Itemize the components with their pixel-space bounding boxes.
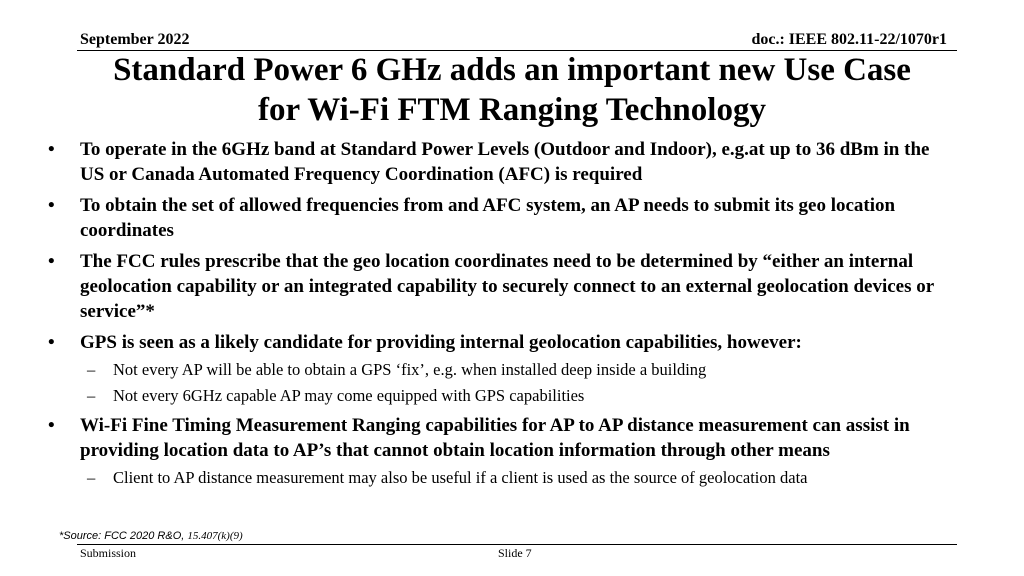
sub-bullet-item: [87, 385, 950, 407]
footer-submission: Submission: [80, 546, 137, 560]
bullet-text: To obtain the set of allowed frequencies from and AFC system, an AP needs to submit its geo location coordinates: [80, 195, 896, 241]
sub-bullet-marker: –: [87, 360, 96, 379]
bullet-text: The FCC rules prescribe that the geo location coordinates need to be determined by “either an internal geolocation capability or an integrated capability to securely connect to an external geolocation devices or service”*: [80, 251, 934, 322]
bullet-marker: •: [48, 332, 55, 353]
footer-slide-number: Slide 7: [498, 546, 532, 560]
source-footnote: [59, 530, 243, 543]
bullet-item: [48, 330, 950, 355]
bullet-marker: •: [48, 415, 55, 436]
sub-bullet-text: Not every AP will be able to obtain a GPS ‘fix’, e.g. when installed deep inside a building: [113, 360, 707, 379]
slide-title: [70, 50, 954, 130]
bullet-item: [48, 193, 950, 243]
bullet-marker: •: [48, 139, 55, 160]
sub-bullet-item: [87, 467, 950, 489]
bullet-item: [48, 137, 950, 187]
sub-bullet-text: Client to AP distance measurement may also be useful if a client is used as the source of geolocation data: [113, 468, 808, 487]
footnote-source: *Source: FCC 2020 R&O,: [59, 530, 188, 542]
bullet-marker: •: [48, 195, 55, 216]
bullet-text: To operate in the 6GHz band at Standard Power Levels (Outdoor and Indoor), e.g.at up to 36 dBm in the US or Canada Automated Frequency Coordination (AFC) is required: [80, 139, 930, 185]
bullet-list: [48, 137, 950, 489]
header-doc-id: doc.: IEEE 802.11-22/1070r1: [751, 31, 947, 48]
bullet-marker: •: [48, 251, 55, 272]
bullet-item: [48, 413, 950, 463]
slide-title-line-1: Standard Power 6 GHz adds an important new Use Case: [113, 52, 911, 88]
header-date: September 2022: [80, 31, 190, 48]
bullet-text: GPS is seen as a likely candidate for providing internal geolocation capabilities, however:: [80, 332, 802, 353]
sub-bullet-marker: –: [87, 468, 96, 487]
bullet-text: Wi-Fi Fine Timing Measurement Ranging capabilities for AP to AP distance measurement can assist in providing location data to AP’s that cannot obtain location information through other means: [80, 415, 910, 461]
slide-title-line-2: for Wi-Fi FTM Ranging Technology: [258, 92, 766, 128]
sub-bullet-marker: –: [87, 386, 96, 405]
bullet-item: [48, 249, 950, 324]
sub-bullet-text: Not every 6GHz capable AP may come equipped with GPS capabilities: [113, 386, 585, 405]
footer-divider: [77, 544, 957, 545]
sub-bullet-item: [87, 359, 950, 381]
footnote-reference: 15.407(k)(9): [187, 530, 243, 542]
